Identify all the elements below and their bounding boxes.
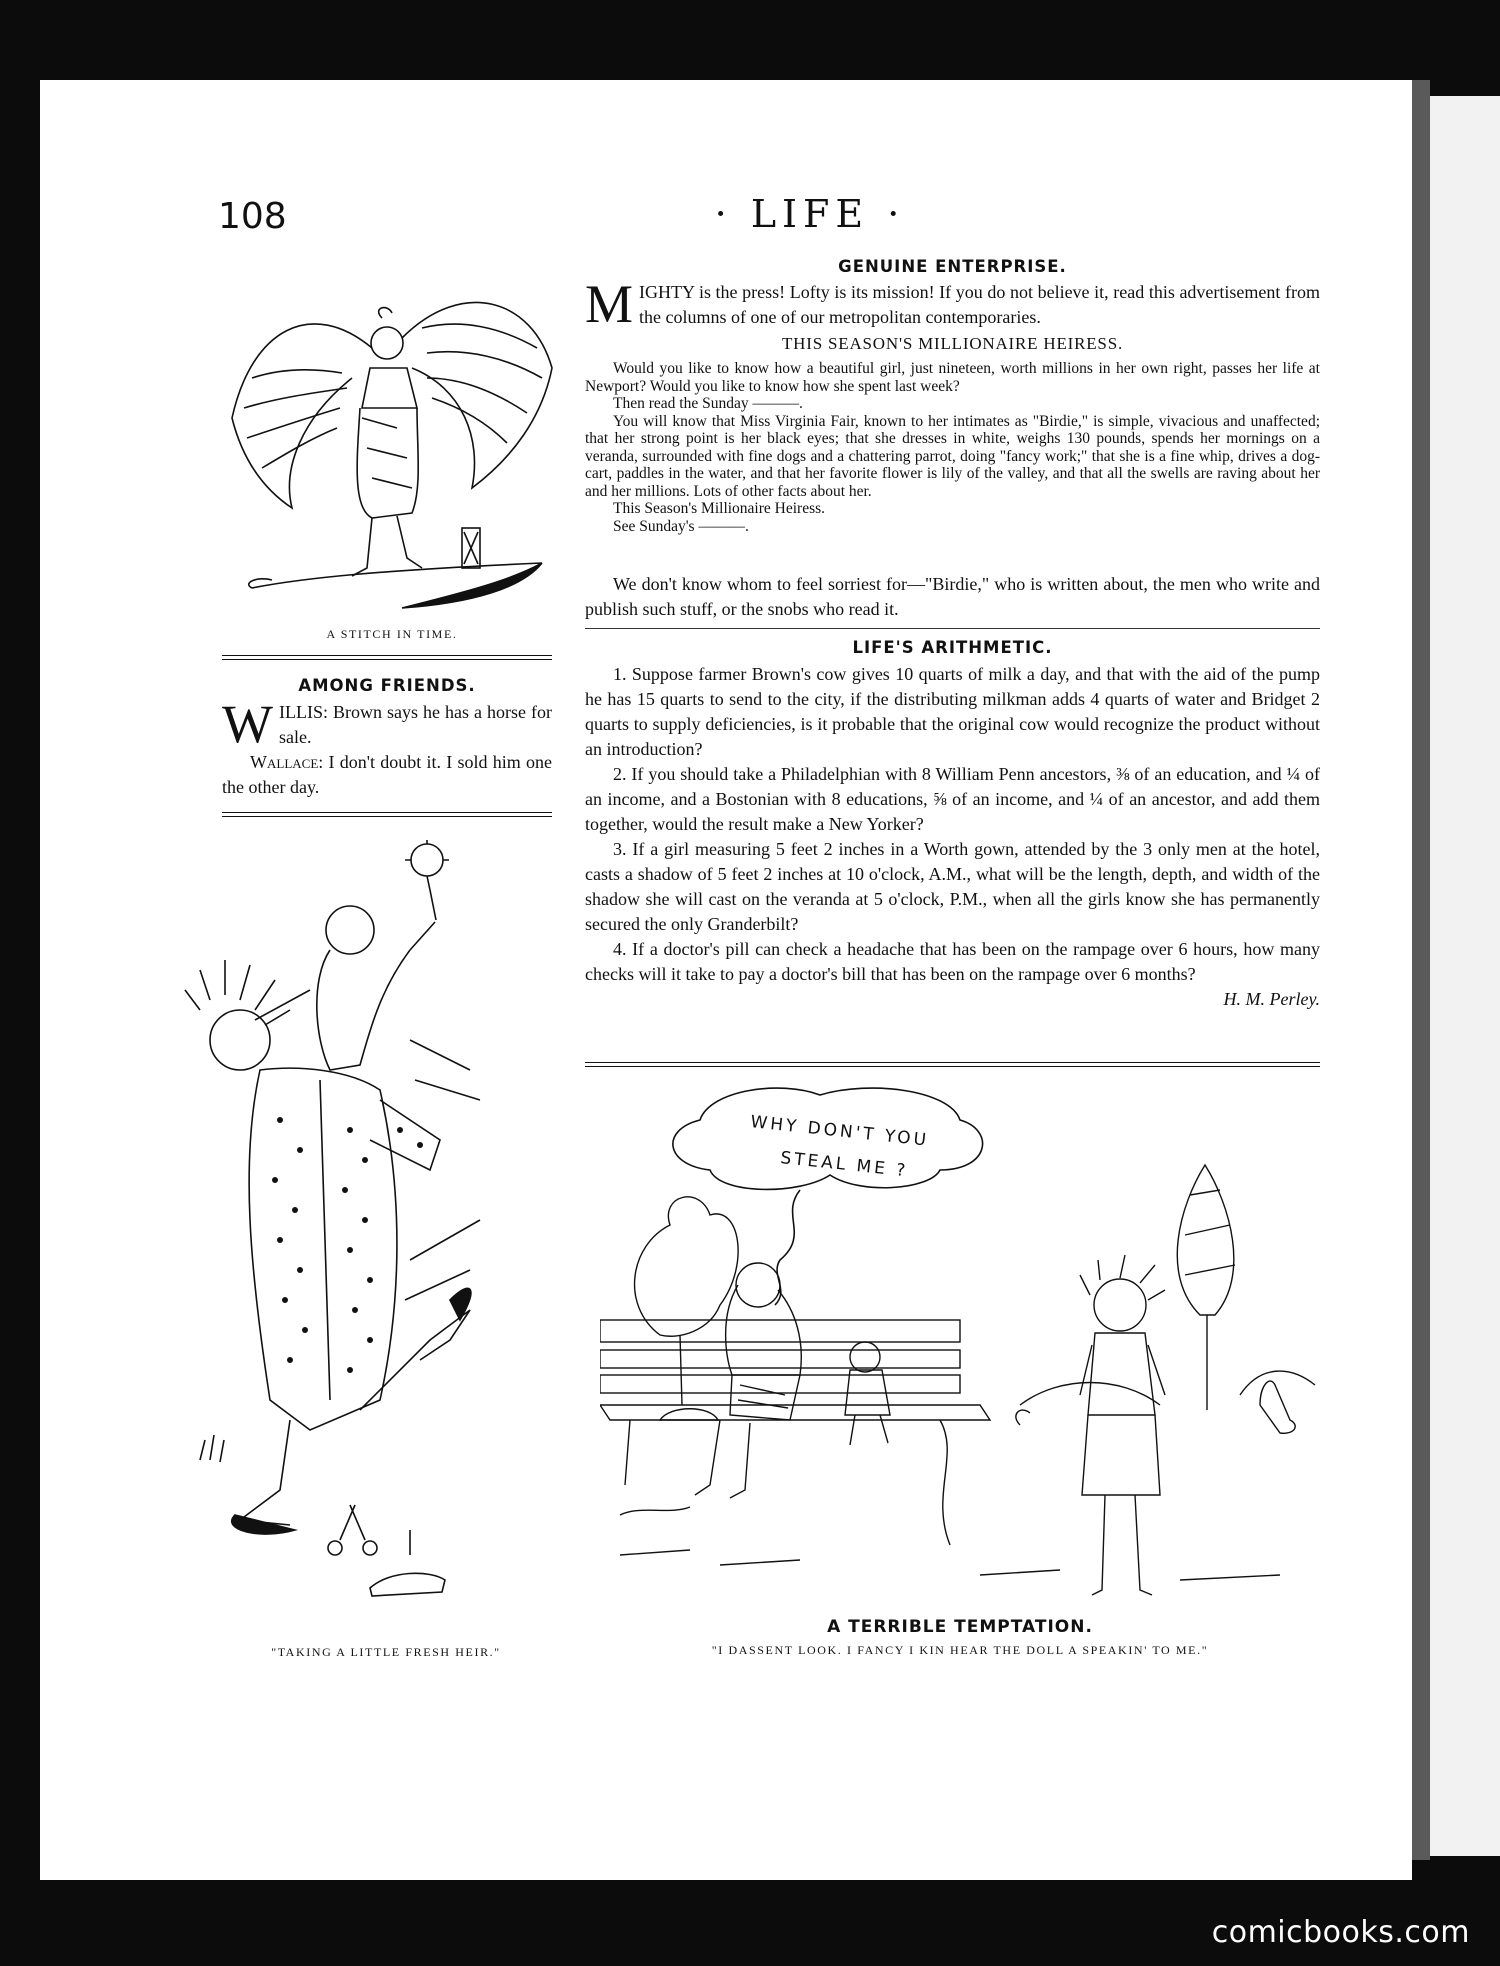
- speaker-name: Wallace: [250, 752, 319, 772]
- divider: [222, 655, 552, 660]
- question-1: 1. Suppose farmer Brown's cow gives 10 quarts of milk a day, and that with the aid of the pump he has 15 quarts to send to the city, if the distributing milkman adds 4 quarts of water and Bridget 2 quarts to supply deficiencies, is it probable that the original cow would recognize the product without an introduction?: [585, 664, 1320, 759]
- ad-paragraph: See Sunday's ———.: [613, 517, 749, 535]
- intro-text: IGHTY is the press! Lofty is its mission! If you do not believe it, read this advertisement from the columns of one of our metropolitan contemporaries.: [639, 282, 1320, 327]
- drop-cap: W: [222, 694, 273, 754]
- speech-line-1: WHY DON'T YOU: [749, 1112, 930, 1151]
- divider: [222, 812, 552, 817]
- temptation-title: A TERRIBLE TEMPTATION.: [827, 1617, 1093, 1637]
- advertisement-text: [585, 360, 1320, 535]
- masthead: · LIFE ·: [714, 192, 906, 236]
- author-signature: H. M. Perley.: [1223, 989, 1320, 1009]
- divider: [585, 1062, 1320, 1067]
- genuine-enterprise-title: GENUINE ENTERPRISE.: [838, 257, 1067, 276]
- question-3: 3. If a girl measuring 5 feet 2 inches in a Worth gown, attended by the 3 only men at the hotel, casts a shadow of 5 feet 2 inches at 10 o'clock, A.M., what will be the length, depth, and width of the shadow she will cast on the veranda at 5 o'clock, P.M., when all the girls know she has permanently secured the only Granderbilt?: [585, 839, 1320, 934]
- temptation-caption: "I DASSENT LOOK. I FANCY I KIN HEAR THE DOLL A SPEAKIN' TO ME.": [711, 1643, 1209, 1657]
- ad-paragraph: You will know that Miss Virginia Fair, known to her intimates as "Birdie," is simple, vivacious and unaffected; that her strong point is her black eyes; that she dresses in white, weighs 130 pounds, spends her mornings on a veranda, surrounded with fine dogs and a chattering parrot, doing "fancy work;" that she is a fine whip, drives a dog-cart, paddles in the water, and that her favorite flower is lily of the valley, and that all the swells are raving about her and her millions. Lots of other facts about her.: [585, 412, 1320, 500]
- page-number: 108: [218, 196, 287, 237]
- among-friends-line2: : I don't doubt it. I sold him one the other day.: [222, 752, 552, 797]
- divider: [585, 628, 1320, 629]
- speech-line-2: STEAL ME ?: [779, 1148, 910, 1182]
- question-2: 2. If you should take a Philadelphian with 8 William Penn ancestors, ⅜ of an education, and ¼ of an income, and a Bostonian with 8 educations, ⅝ of an income, and ¼ of an ancestor, and add them together, would the result make a New Yorker?: [585, 764, 1320, 834]
- closing-paragraph: We don't know whom to feel sorriest for—"Birdie," who is written about, the men who write and publish such stuff, or the snobs who read it.: [585, 574, 1320, 619]
- drop-cap: M: [585, 274, 634, 334]
- next-page-sliver: [1430, 96, 1500, 1856]
- genuine-enterprise-intro: [585, 274, 1320, 334]
- illustration-terrible-temptation: [600, 1075, 1320, 1610]
- caption-fresh-heir: "TAKING A LITTLE FRESH HEIR.": [271, 1645, 501, 1659]
- watermark: comicbooks.com: [1211, 1915, 1470, 1950]
- among-friends-line1: ILLIS: Brown says he has a horse for sale.: [278, 702, 552, 747]
- ad-paragraph: Then read the Sunday ———.: [613, 395, 803, 412]
- illustration-stitch-in-time: [222, 258, 562, 618]
- ad-paragraph: Would you like to know how a beautiful girl, just nineteen, worth millions in her own right, passes her life at Newport? Would you like to know how she spent last week?: [585, 360, 1320, 395]
- illustration-fresh-heir: [180, 840, 570, 1610]
- ad-title: THIS SEASON'S MILLIONAIRE HEIRESS.: [782, 334, 1123, 353]
- next-page-edge: [1412, 80, 1430, 1860]
- genuine-closing: [585, 572, 1320, 622]
- arithmetic-title: LIFE'S ARITHMETIC.: [852, 638, 1053, 657]
- question-4: 4. If a doctor's pill can check a headache that has been on the rampage over 6 hours, how many checks will it take to pay a doctor's bill that has been on the rampage over 6 months?: [585, 939, 1320, 984]
- among-friends-body: [222, 694, 552, 800]
- caption-stitch-in-time: A STITCH IN TIME.: [326, 627, 458, 641]
- ad-paragraph: This Season's Millionaire Heiress.: [613, 500, 826, 517]
- arithmetic-body: [585, 662, 1320, 1012]
- among-friends-title: AMONG FRIENDS.: [298, 676, 476, 695]
